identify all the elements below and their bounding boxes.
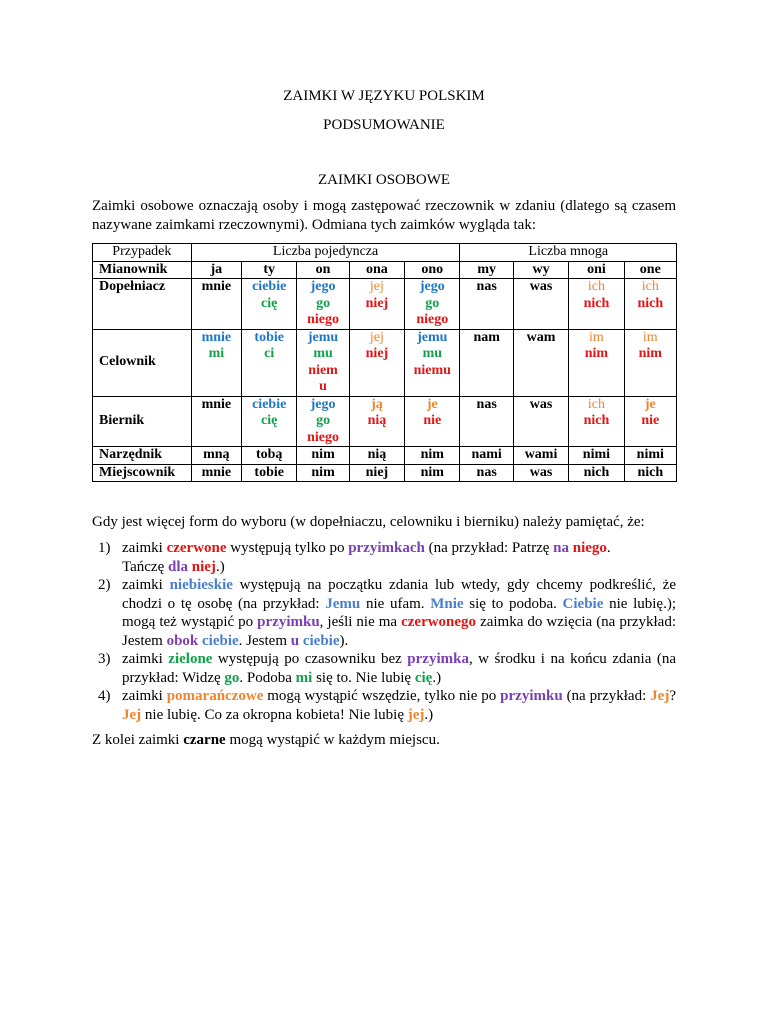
table-cell: was <box>513 279 568 330</box>
table-cell: nas <box>460 279 513 330</box>
case-label: Narzędnik <box>93 447 192 465</box>
table-cell: tobie ci <box>242 329 297 396</box>
table-cell: jej niej <box>349 329 404 396</box>
table-cell: nam <box>460 329 513 396</box>
table-cell: je nie <box>624 396 676 447</box>
table-cell: nim <box>297 447 349 465</box>
table-cell: jego go niego <box>297 279 349 330</box>
header-singular: Liczba pojedyncza <box>191 244 460 262</box>
person-ja: ja <box>191 261 241 279</box>
table-cell: ich nich <box>569 396 624 447</box>
table-row-mianownik <box>93 261 677 279</box>
table-cell: je nie <box>405 396 460 447</box>
person-ty: ty <box>242 261 297 279</box>
table-cell: tobą <box>242 447 297 465</box>
pronoun-table <box>92 243 677 482</box>
closing-paragraph: Z kolei zaimki czarne mogą wystąpić w każdym miejscu. <box>92 732 440 748</box>
person-one: one <box>624 261 676 279</box>
rule-item-3: 3) zaimki zielone występują po czasowniku bez przyimka, w środku i na końcu zdania (na przykład: Widzę go. Podoba mi się to. Nie lubię cię.) <box>98 651 676 686</box>
table-cell: nich <box>624 464 676 482</box>
table-cell: nim <box>405 447 460 465</box>
table-cell: jego go niego <box>405 279 460 330</box>
table-row-dopelniacz <box>93 279 677 330</box>
table-cell: nią <box>349 447 404 465</box>
intro-paragraph: Zaimki osobowe oznaczają osoby i mogą zastępować rzeczownik w zdaniu (dlatego są czasem nazywane zaimkami rzeczownymi). Odmiana tych zaimków wygląda tak: <box>92 198 676 233</box>
choice-intro: Gdy jest więcej form do wyboru (w dopełniaczu, celowniku i bierniku) należy pamiętać, że: <box>92 514 645 530</box>
document-subtitle: PODSUMOWANIE <box>323 117 445 133</box>
table-cell: nimi <box>624 447 676 465</box>
rule-item-1: 1) zaimki czerwone występują tylko po przyimkach (na przykład: Patrzę na niego. Tańczę dla niej.) <box>98 540 611 575</box>
person-on: on <box>297 261 349 279</box>
table-cell: nas <box>460 464 513 482</box>
table-cell: was <box>513 464 568 482</box>
person-oni: oni <box>569 261 624 279</box>
case-label: Celownik <box>93 329 192 396</box>
person-ono: ono <box>405 261 460 279</box>
person-ona: ona <box>349 261 404 279</box>
header-case: Przypadek <box>93 244 192 262</box>
table-cell: im nim <box>569 329 624 396</box>
table-cell: jej niej <box>349 279 404 330</box>
rules-list <box>92 539 676 724</box>
table-row-miejscownik <box>93 464 677 482</box>
table-cell: wam <box>513 329 568 396</box>
document-title: ZAIMKI W JĘZYKU POLSKIM <box>283 88 485 104</box>
table-cell: nich <box>569 464 624 482</box>
header-plural: Liczba mnoga <box>460 244 677 262</box>
table-cell: nami <box>460 447 513 465</box>
table-cell: im nim <box>624 329 676 396</box>
person-wy: wy <box>513 261 568 279</box>
table-cell: was <box>513 396 568 447</box>
table-cell: jemu mu niemu <box>405 329 460 396</box>
table-cell: mną <box>191 447 241 465</box>
table-cell: nim <box>405 464 460 482</box>
table-header-row <box>93 244 677 262</box>
table-cell: mnie <box>191 396 241 447</box>
table-cell: jemu mu niem u <box>297 329 349 396</box>
rule-item-4: 4) zaimki pomarańczowe mogą wystąpić wszędzie, tylko nie po przyimku (na przykład: Jej? Jej nie lubię. Co za okropna kobieta! Nie lubię jej.) <box>98 688 676 723</box>
table-cell: mnie <box>191 464 241 482</box>
table-row-narzednik <box>93 447 677 465</box>
table-cell: niej <box>349 464 404 482</box>
table-cell: ciebie cię <box>242 396 297 447</box>
rule-item-2: 2) zaimki niebieskie występują na początku zdania lub wtedy, gdy chcemy podkreślić, że chodzi o tę osobę (na przykład: Jemu nie ufam. Mnie się to podoba. Ciebie nie lubię.); mogą też wystąpić po przyimku, jeśli nie ma czerwonego zaimka do wzięcia (na przykład: Jestem obok ciebie. Jestem u ciebie). <box>98 577 676 649</box>
table-cell: ich nich <box>569 279 624 330</box>
case-label: Miejscownik <box>93 464 192 482</box>
table-cell: nim <box>297 464 349 482</box>
table-cell: ją nią <box>349 396 404 447</box>
table-cell: nimi <box>569 447 624 465</box>
person-my: my <box>460 261 513 279</box>
case-label: Mianownik <box>93 261 192 279</box>
table-cell: jego go niego <box>297 396 349 447</box>
table-cell: wami <box>513 447 568 465</box>
table-row-celownik <box>93 329 677 396</box>
table-cell: ciebie cię <box>242 279 297 330</box>
table-cell: nas <box>460 396 513 447</box>
section-title: ZAIMKI OSOBOWE <box>317 172 451 188</box>
table-cell: ich nich <box>624 279 676 330</box>
table-cell: mnie <box>191 279 241 330</box>
table-cell: mnie mi <box>191 329 241 396</box>
case-label: Dopełniacz <box>93 279 192 330</box>
case-label: Biernik <box>93 396 192 447</box>
table-cell: tobie <box>242 464 297 482</box>
table-row-biernik <box>93 396 677 447</box>
